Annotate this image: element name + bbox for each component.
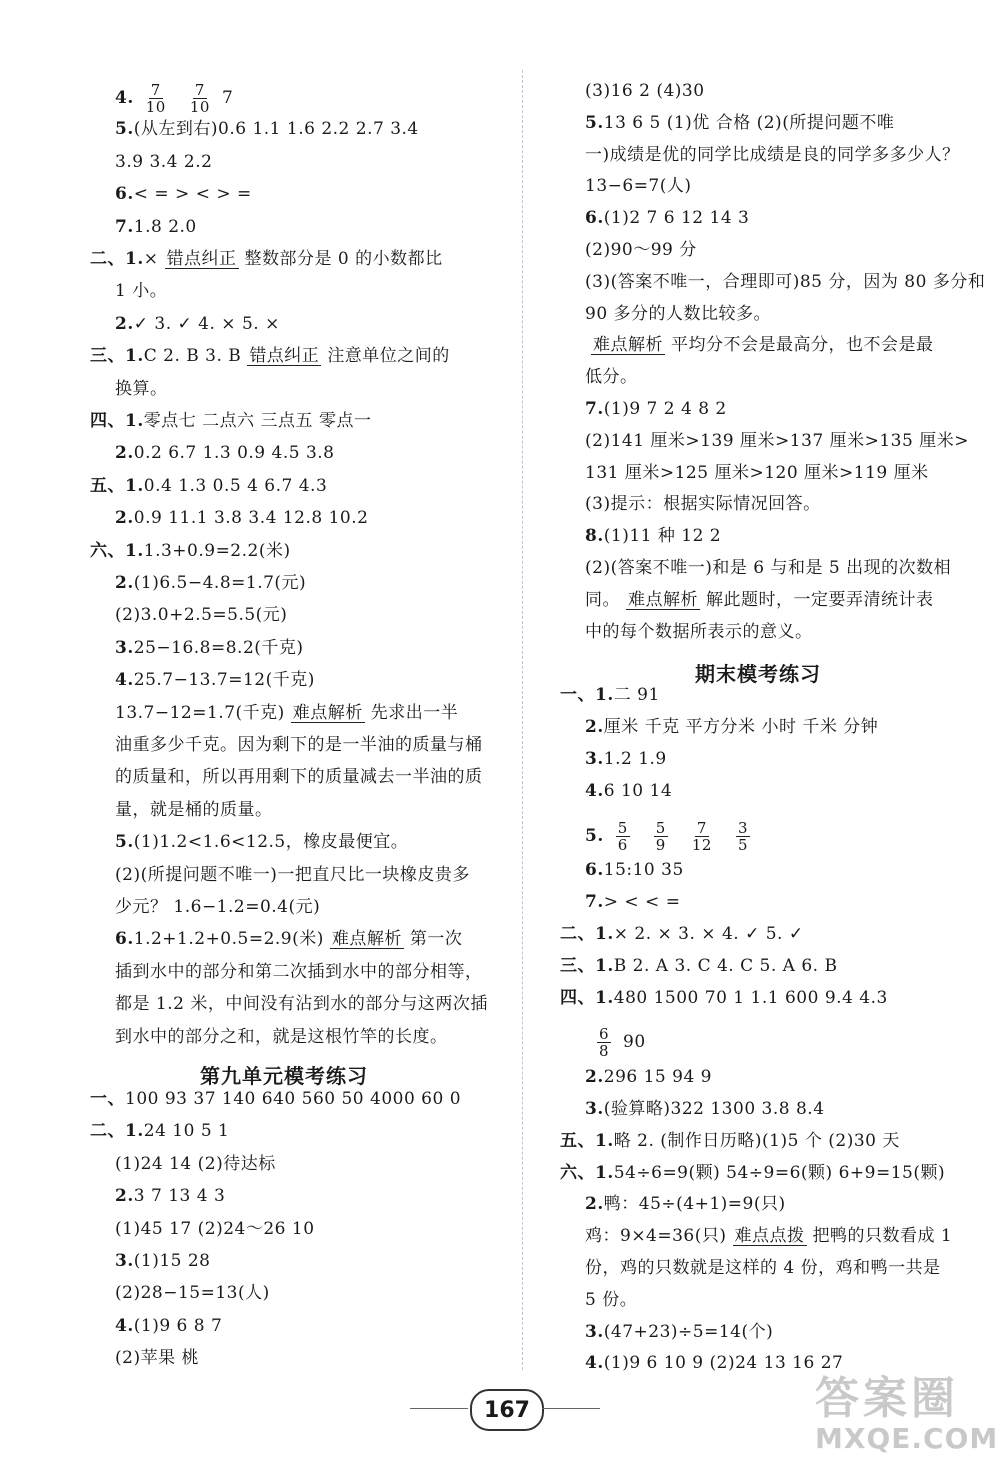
footer-rule-left bbox=[410, 1408, 468, 1409]
answer-line bbox=[560, 987, 888, 1009]
fraction-numerator: 3 bbox=[737, 818, 748, 837]
explanation-tag: 难点点拨 bbox=[734, 1226, 805, 1247]
answer-text: 480 1500 70 1 1.1 600 9.4 4.3 bbox=[613, 987, 888, 1008]
fraction bbox=[616, 820, 630, 853]
answer-text: 中的每个数据所表示的意义。 bbox=[585, 621, 813, 642]
item-number: 4. bbox=[115, 1315, 134, 1336]
watermark-logo-text: 答案圈 bbox=[815, 1373, 959, 1424]
fraction-denominator: 12 bbox=[691, 835, 712, 854]
answer-line bbox=[585, 430, 969, 452]
answer-line bbox=[115, 280, 167, 302]
answer-line bbox=[115, 572, 306, 594]
answer-note: 把鸭的只数看成 1 bbox=[812, 1226, 953, 1247]
answer-text: 二 91 bbox=[613, 685, 660, 706]
answer-line bbox=[585, 716, 878, 738]
answer-text: (2)141 厘米>139 厘米>137 厘米>135 厘米> bbox=[585, 430, 969, 451]
answer-text: > < < = bbox=[603, 892, 681, 913]
answer-line bbox=[115, 216, 197, 238]
answer-text: (1)6.5−4.8=1.7(元) bbox=[133, 573, 307, 593]
answer-text: (2)苹果 桃 bbox=[115, 1348, 199, 1369]
fraction-denominator: 10 bbox=[189, 98, 210, 116]
answer-note: 解此题时，一定要弄清统计表 bbox=[706, 589, 934, 610]
answer-text: 插到水中的部分和第二次插到水中的部分相等， bbox=[115, 961, 483, 982]
fraction bbox=[654, 820, 668, 853]
answer-text: 0.9 11.1 3.8 3.4 12.8 10.2 bbox=[133, 508, 369, 529]
answer-line bbox=[115, 507, 368, 529]
item-number: 4. bbox=[585, 1353, 604, 1374]
answer-text: (验算略)322 1300 3.8 8.4 bbox=[603, 1099, 825, 1119]
answer-line bbox=[585, 303, 771, 325]
answer-text: B 2. A 3. C 4. C 5. A 6. B bbox=[613, 955, 838, 976]
watermark-url: MXQE.COM bbox=[815, 1422, 999, 1455]
answer-line bbox=[585, 525, 721, 547]
answer-text: 到水中的部分之和，就是这根竹竿的长度。 bbox=[115, 1026, 448, 1047]
answer-text: < = > < > = bbox=[133, 184, 252, 205]
answer-line bbox=[115, 928, 462, 950]
fraction-numerator: 7 bbox=[194, 81, 205, 99]
item-number: 一、 bbox=[90, 1089, 125, 1109]
answer-text: 1 小。 bbox=[115, 281, 168, 302]
fraction-numerator: 5 bbox=[655, 818, 666, 837]
explanation-tag: 难点解析 bbox=[331, 929, 402, 950]
answer-text: 1.8 2.0 bbox=[133, 216, 197, 237]
item-number: 六、1. bbox=[560, 1162, 614, 1183]
item-number: 8. bbox=[585, 526, 604, 547]
answer-text: 13−6=7(人) bbox=[585, 176, 692, 197]
answer-line bbox=[90, 475, 327, 497]
answer-text: (1)9 6 10 9 (2)24 13 16 27 bbox=[603, 1353, 844, 1374]
answer-text: 6 10 14 bbox=[603, 780, 673, 801]
answer-text: (从左到右)0.6 1.1 1.6 2.2 2.7 3.4 bbox=[133, 119, 419, 140]
fraction-denominator: 9 bbox=[655, 835, 666, 854]
item-number: 2. bbox=[585, 1067, 604, 1088]
fraction-numerator: 7 bbox=[150, 81, 161, 99]
answer-line bbox=[115, 831, 408, 853]
answer-line bbox=[115, 864, 470, 886]
answer-line bbox=[585, 891, 680, 913]
answer-text: 量，就是桶的质量。 bbox=[115, 799, 273, 820]
item-number: 6. bbox=[115, 929, 134, 950]
answer-line bbox=[585, 859, 684, 881]
answer-text: (3)(答案不唯一，合理即可)85 分，因为 80 多分和 bbox=[585, 271, 986, 292]
answer-text: 131 厘米>125 厘米>120 厘米>119 厘米 bbox=[585, 462, 929, 483]
answer-line bbox=[585, 1225, 952, 1247]
item-number: 二、1. bbox=[560, 924, 614, 944]
fraction-denominator: 5 bbox=[737, 835, 748, 854]
item-number: 3. bbox=[115, 1251, 134, 1271]
answer-text: 3.9 3.4 2.2 bbox=[115, 151, 213, 172]
fraction bbox=[736, 820, 750, 853]
site-watermark bbox=[815, 1373, 999, 1463]
answer-line bbox=[115, 118, 419, 140]
answer-text: 略 2. (制作日历略)(1)5 个 (2)30 天 bbox=[613, 1130, 900, 1151]
answer-note: 平均分不会是最高分，也不会是最 bbox=[671, 335, 934, 356]
item-number: 5. bbox=[585, 825, 604, 846]
item-number: 6. bbox=[585, 860, 604, 881]
fraction-numerator: 6 bbox=[599, 1025, 610, 1044]
answer-text: 低分。 bbox=[585, 367, 638, 388]
answer-line bbox=[115, 961, 483, 983]
item-number: 5. bbox=[585, 112, 604, 133]
answer-text: 油重多少千克。因为剩下的是一半油的质量与桶 bbox=[115, 735, 483, 755]
answer-line bbox=[585, 207, 749, 229]
answer-line bbox=[560, 1162, 945, 1184]
answer-line bbox=[115, 669, 315, 691]
answer-line bbox=[560, 684, 660, 706]
answer-line bbox=[585, 557, 951, 579]
answer-text: 15:10 35 bbox=[603, 860, 684, 881]
answer-text: 24 10 5 1 bbox=[143, 1121, 230, 1142]
explanation-tag: 难点解析 bbox=[292, 702, 363, 723]
answer-line bbox=[115, 1218, 315, 1240]
answer-text: 0.4 1.3 0.5 4 6.7 4.3 bbox=[143, 475, 328, 496]
answer-text: (1)9 7 2 4 8 2 bbox=[603, 399, 727, 419]
answer-text: 13 6 5 (1)优 合格 (2)(所提问题不唯 bbox=[603, 112, 895, 133]
answer-line bbox=[585, 1321, 773, 1343]
answer-text: 25.7−13.7=12(千克) bbox=[133, 670, 315, 691]
item-number: 7. bbox=[585, 892, 604, 913]
fraction bbox=[597, 1026, 611, 1059]
answer-line bbox=[90, 1120, 229, 1142]
item-number: 7. bbox=[585, 399, 604, 419]
answer-line bbox=[585, 144, 960, 166]
answer-line bbox=[585, 271, 985, 293]
answer-text: × bbox=[143, 249, 159, 269]
answer-text: 少元？ 1.6−1.2=0.4(元) bbox=[115, 897, 321, 917]
answer-text: 13.7−12=1.7(千克) bbox=[115, 702, 285, 723]
answer-line bbox=[585, 1289, 637, 1311]
item-number: 五、1. bbox=[90, 475, 144, 496]
answer-text: (2)(所提问题不唯一)一把直尺比一块橡皮贵多 bbox=[115, 864, 470, 885]
answer-text: (2)28−15=13(人) bbox=[115, 1283, 270, 1304]
answer-line bbox=[585, 493, 821, 515]
answer-text: 25−16.8=8.2(千克) bbox=[133, 637, 304, 658]
item-number: 二、1. bbox=[90, 249, 144, 269]
answer-text: 5 份。 bbox=[585, 1289, 638, 1310]
answer-line bbox=[585, 398, 727, 420]
item-number: 7. bbox=[115, 216, 134, 237]
answer-line bbox=[585, 366, 638, 388]
answer-line bbox=[560, 1130, 900, 1152]
item-number: 3. bbox=[585, 749, 604, 769]
answer-text: (1)9 6 8 7 bbox=[133, 1315, 223, 1336]
answer-line bbox=[115, 993, 488, 1015]
answer-line bbox=[115, 702, 458, 724]
answer-text: × 2. × 3. × 4. ✓ 5. ✓ bbox=[613, 924, 804, 944]
answer-line bbox=[115, 604, 287, 626]
answer-line bbox=[90, 540, 291, 562]
answer-line bbox=[90, 248, 443, 270]
answer-note: 90 bbox=[623, 1032, 646, 1053]
answer-text: 换算。 bbox=[115, 378, 168, 399]
item-number: 2. bbox=[115, 1186, 134, 1207]
answer-line bbox=[585, 1193, 786, 1215]
answer-text: C 2. B 3. B bbox=[143, 346, 242, 367]
answer-text: 鸡：9×4=36(只) bbox=[585, 1226, 727, 1247]
answer-line bbox=[90, 410, 371, 432]
section-heading: 第九单元模考练习 bbox=[200, 1064, 368, 1088]
answer-line bbox=[115, 1282, 270, 1304]
answer-text: (1)11 种 12 2 bbox=[603, 526, 722, 547]
answer-line bbox=[585, 1026, 646, 1059]
answer-text: (3)16 2 (4)30 bbox=[585, 81, 705, 101]
fraction-numerator: 5 bbox=[617, 818, 628, 837]
answer-line bbox=[585, 80, 705, 102]
fraction bbox=[692, 820, 712, 853]
item-number: 4. bbox=[585, 780, 604, 801]
answer-note: 7 bbox=[221, 88, 234, 108]
answer-note: 第一次 bbox=[409, 929, 463, 950]
item-number: 六、1. bbox=[90, 540, 144, 561]
answer-text: (2)90～99 分 bbox=[585, 240, 697, 260]
answer-line bbox=[115, 442, 334, 464]
answer-line bbox=[585, 820, 762, 853]
item-number: 二、1. bbox=[90, 1121, 144, 1142]
answer-text: 都是 1.2 米，中间没有沾到水的部分与这两次插 bbox=[115, 994, 488, 1015]
answer-text: 1.3+0.9=2.2(米) bbox=[143, 540, 291, 561]
item-number: 一、1. bbox=[560, 685, 614, 706]
answer-text: 份，鸡的只数就是这样的 4 份，鸡和鸭一共是 bbox=[585, 1258, 941, 1278]
answer-text: (3)提示：根据实际情况回答。 bbox=[585, 494, 821, 515]
answer-text: 0.2 6.7 1.3 0.9 4.5 3.8 bbox=[133, 443, 335, 464]
item-number: 3. bbox=[115, 637, 134, 658]
item-number: 2. bbox=[115, 313, 134, 334]
answer-line bbox=[585, 334, 934, 356]
answer-note: 注意单位之间的 bbox=[327, 346, 450, 367]
answer-text: 296 15 94 9 bbox=[603, 1067, 712, 1088]
item-number: 三、1. bbox=[90, 346, 144, 367]
fraction-denominator: 10 bbox=[145, 98, 166, 116]
answer-line bbox=[560, 923, 804, 945]
answer-text: 零点七 二点六 三点五 零点一 bbox=[143, 411, 372, 431]
answer-text: (1)45 17 (2)24～26 10 bbox=[115, 1218, 315, 1239]
answer-line bbox=[585, 1066, 712, 1088]
answer-line bbox=[115, 313, 280, 335]
item-number: 6. bbox=[585, 208, 604, 229]
answer-line bbox=[585, 462, 929, 484]
answer-text: 1.2 1.9 bbox=[603, 749, 667, 769]
answer-line bbox=[115, 183, 252, 205]
explanation-tag: 错点纠正 bbox=[166, 249, 237, 269]
column-divider bbox=[522, 70, 523, 1370]
item-number: 2. bbox=[585, 1194, 604, 1215]
fraction-denominator: 8 bbox=[599, 1042, 610, 1061]
fraction bbox=[190, 82, 210, 115]
explanation-tag: 错点纠正 bbox=[249, 346, 320, 367]
answer-line bbox=[115, 1250, 211, 1272]
answer-line bbox=[115, 734, 483, 756]
answer-line bbox=[585, 748, 667, 770]
section-heading: 期末模考练习 bbox=[695, 662, 821, 687]
item-number: 4. bbox=[115, 88, 134, 108]
fraction bbox=[146, 82, 166, 115]
answer-text: 100 93 37 140 640 560 50 4000 60 0 bbox=[125, 1089, 462, 1109]
answer-text: (47+23)÷5=14(个) bbox=[603, 1321, 774, 1342]
answer-line bbox=[585, 175, 692, 197]
answer-text: (1)15 28 bbox=[133, 1251, 211, 1271]
answer-line bbox=[115, 1185, 225, 1207]
explanation-tag: 难点解析 bbox=[593, 335, 663, 356]
fraction-numerator: 7 bbox=[696, 818, 707, 837]
item-number: 2. bbox=[115, 508, 134, 529]
answer-line bbox=[90, 345, 450, 367]
answer-text: 3 7 13 4 3 bbox=[133, 1186, 226, 1207]
answer-text: 1.2+1.2+0.5=2.9(米) bbox=[133, 929, 324, 950]
answer-line bbox=[585, 780, 672, 802]
answer-line bbox=[560, 955, 837, 977]
answer-line bbox=[585, 621, 813, 643]
answer-line bbox=[115, 1347, 199, 1369]
answer-line bbox=[585, 239, 697, 261]
answer-line bbox=[115, 1153, 276, 1175]
item-number: 四、1. bbox=[560, 987, 614, 1008]
item-number: 4. bbox=[115, 670, 134, 691]
item-number: 6. bbox=[115, 184, 134, 205]
explanation-tag: 难点解析 bbox=[628, 589, 698, 610]
answer-line bbox=[115, 1315, 222, 1337]
item-number: 5. bbox=[115, 119, 134, 140]
answer-line bbox=[115, 151, 212, 173]
answer-line bbox=[90, 1088, 461, 1110]
answer-note: 先求出一半 bbox=[370, 702, 459, 723]
answer-line bbox=[115, 1026, 448, 1048]
answer-line bbox=[115, 896, 320, 918]
answer-text: (1)2 7 6 12 14 3 bbox=[603, 208, 750, 229]
item-number: 3. bbox=[585, 1099, 604, 1119]
answer-text: 54÷6=9(颗) 54÷9=6(颗) 6+9=15(颗) bbox=[613, 1162, 946, 1183]
answer-text: 一)成绩是优的同学比成绩是良的同学多多少人？ bbox=[585, 144, 960, 165]
answer-text: ✓ 3. ✓ 4. × 5. × bbox=[133, 313, 280, 334]
answer-text: (1)24 14 (2)待达标 bbox=[115, 1153, 276, 1174]
answer-line bbox=[115, 766, 483, 788]
answer-text: 同。 bbox=[585, 589, 620, 610]
item-number: 三、1. bbox=[560, 955, 614, 976]
answer-line bbox=[585, 112, 894, 134]
answer-line bbox=[585, 1352, 843, 1374]
item-number: 四、1. bbox=[90, 411, 144, 431]
answer-text: (1)1.2<1.6<12.5，橡皮最便宜。 bbox=[133, 832, 409, 853]
item-number: 2. bbox=[115, 573, 134, 593]
item-number: 五、1. bbox=[560, 1130, 614, 1151]
page-number: 167 bbox=[470, 1389, 544, 1431]
answer-text: 90 多分的人数比较多。 bbox=[585, 303, 772, 324]
answer-note: 整数部分是 0 的小数都比 bbox=[244, 249, 443, 269]
item-number: 3. bbox=[585, 1321, 604, 1342]
answer-line bbox=[585, 589, 934, 611]
answer-line bbox=[115, 637, 304, 659]
answer-text: (2)3.0+2.5=5.5(元) bbox=[115, 605, 288, 626]
answer-text: (2)(答案不唯一)和是 6 与和是 5 出现的次数相 bbox=[585, 558, 952, 578]
answer-text: 鸭：45÷(4+1)=9(只) bbox=[603, 1194, 786, 1215]
fraction-denominator: 6 bbox=[617, 835, 628, 854]
answer-text: 厘米 千克 平方分米 小时 千米 分钟 bbox=[603, 717, 879, 738]
answer-line bbox=[115, 799, 273, 821]
item-number: 5. bbox=[115, 832, 134, 853]
footer-rule-right bbox=[542, 1408, 600, 1409]
answer-line bbox=[115, 378, 168, 400]
answer-text: 的质量和，所以再用剩下的质量减去一半油的质 bbox=[115, 767, 483, 788]
answer-line bbox=[585, 1257, 941, 1279]
answer-line bbox=[115, 82, 233, 115]
item-number: 2. bbox=[115, 443, 134, 464]
answer-line bbox=[585, 1098, 825, 1120]
item-number: 2. bbox=[585, 717, 604, 738]
